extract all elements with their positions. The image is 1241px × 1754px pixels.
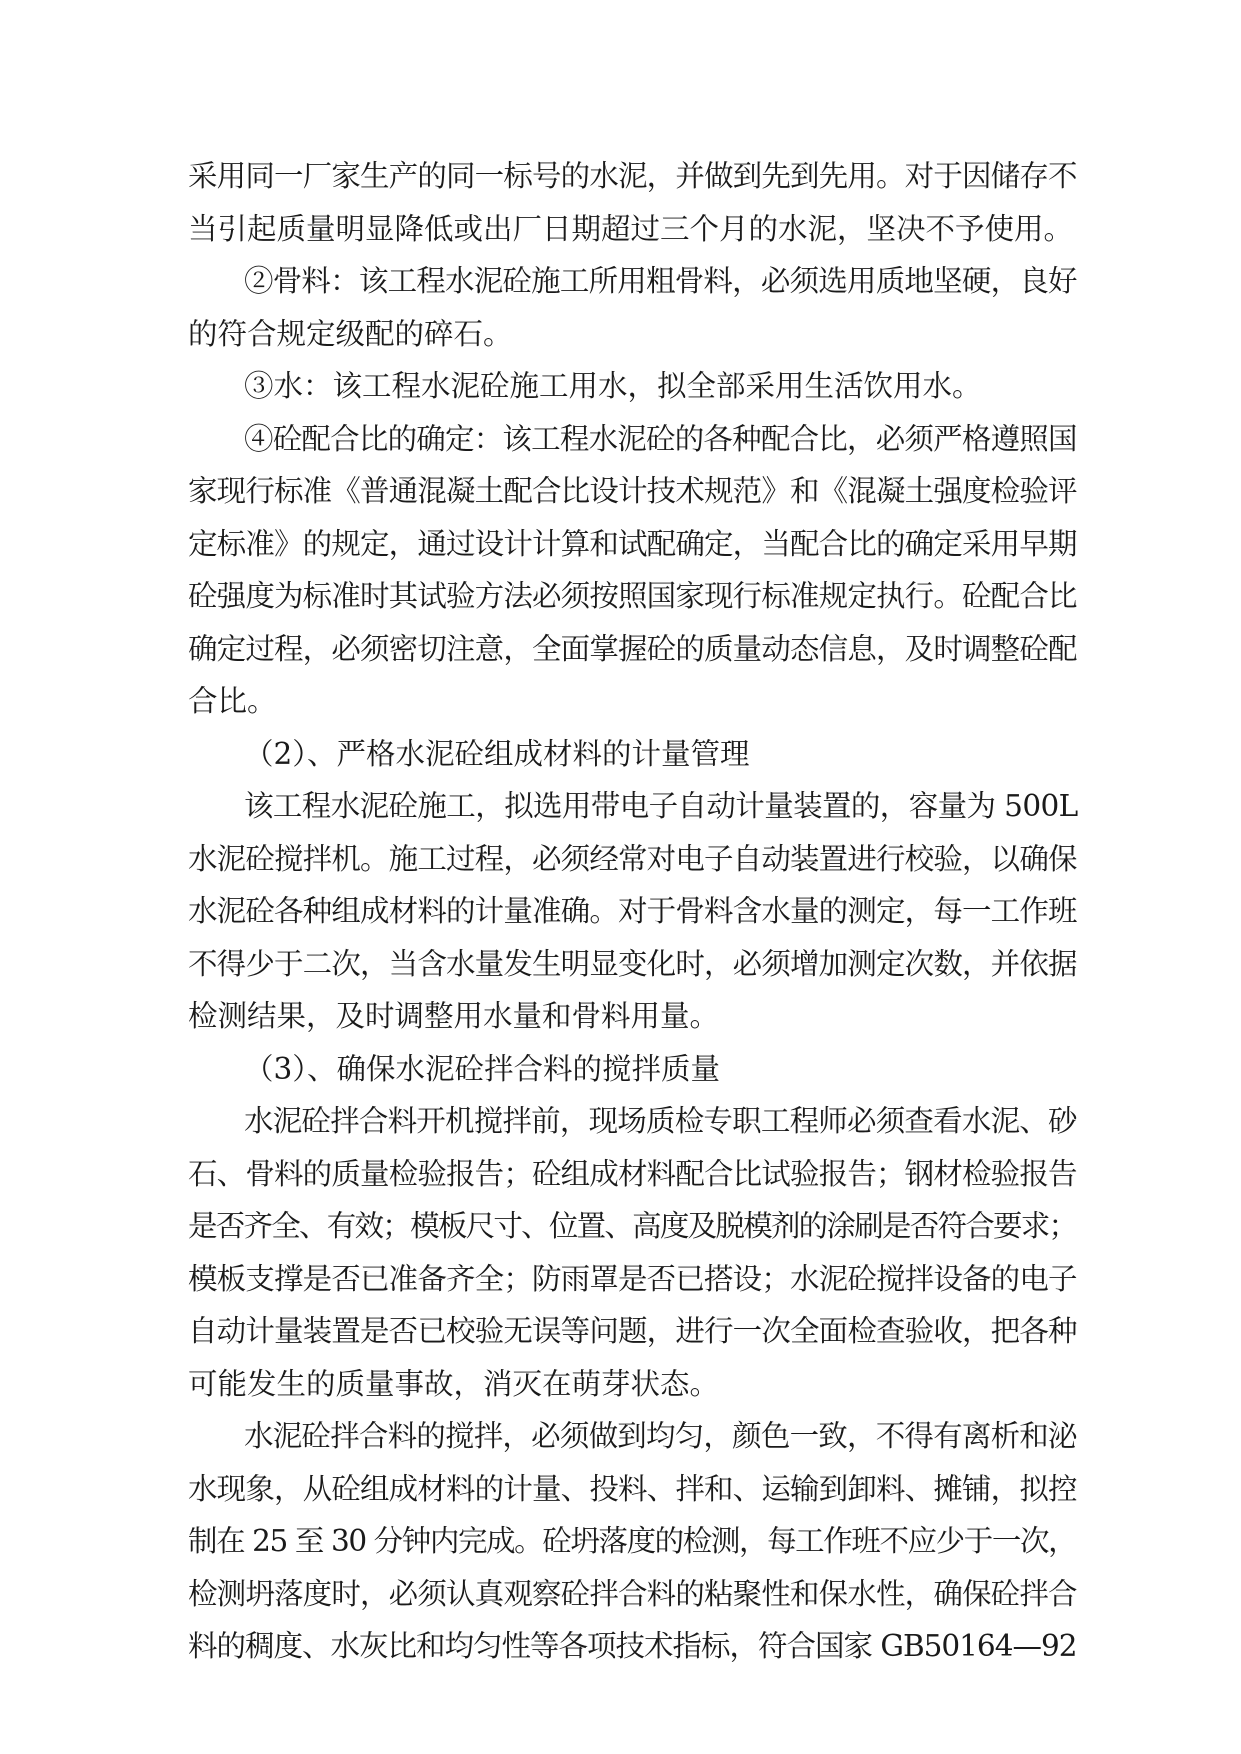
text-line: ③水：该工程水泥砼施工用水，拟全部采用生活饮用水。 [244, 369, 982, 403]
text-line: 水泥砼拌合料开机搅拌前，现场质检专职工程师必须查看水泥、砂 [244, 1104, 1077, 1138]
text-line: 家现行标准《普通混凝土配合比设计技术规范》和《混凝土强度检验评 [188, 474, 1077, 508]
text-line: （2）、严格水泥砼组成材料的计量管理 [244, 736, 750, 771]
text-line: 确定过程，必须密切注意，全面掌握砼的质量动态信息，及时调整砼配 [188, 631, 1077, 666]
text-line: ②骨料：该工程水泥砼施工所用粗骨料，必须选用质地坚硬，良好 [244, 264, 1077, 298]
body-text [188, 150, 1078, 1673]
text-line: 自动计量装置是否已校验无误等问题，进行一次全面检查验收，把各种 [188, 1314, 1077, 1348]
text-line: 石、骨料的质量检验报告；砼组成材料配合比试验报告；钢材检验报告 [188, 1156, 1077, 1191]
text-line: 该工程水泥砼施工，拟选用带电子自动计量装置的，容量为 500L [244, 789, 1078, 823]
text-line: 检测结果，及时调整用水量和骨料用量。 [188, 999, 720, 1033]
text-line: 不得少于二次，当含水量发生明显变化时，必须增加测定次数，并依据 [188, 946, 1077, 981]
text-line: 的符合规定级配的碎石。 [188, 316, 513, 351]
text-line: 是否齐全、有效；模板尺寸、位置、高度及脱模剂的涂刷是否符合要求； [188, 1209, 1077, 1243]
text-line: 模板支撑是否已准备齐全；防雨罩是否已搭设；水泥砼搅拌设备的电子 [188, 1261, 1077, 1296]
text-line: 定标准》的规定，通过设计计算和试配确定，当配合比的确定采用早期 [188, 526, 1077, 561]
text-line: 料的稠度、水灰比和均匀性等各项技术指标，符合国家 GB50164—92 [188, 1629, 1077, 1663]
text-line: （3）、确保水泥砼拌合料的搅拌质量 [244, 1051, 721, 1086]
text-line: 制在 25 至 30 分钟内完成。砼坍落度的检测，每工作班不应少于一次， [188, 1524, 1077, 1558]
text-line: 可能发生的质量事故，消灭在萌芽状态。 [188, 1366, 720, 1401]
text-line: 砼强度为标准时其试验方法必须按照国家现行标准规定执行。砼配合比 [188, 579, 1077, 613]
text-line: 水泥砼各种组成材料的计量准确。对于骨料含水量的测定，每一工作班 [188, 894, 1077, 928]
text-line: 水现象，从砼组成材料的计量、投料、拌和、运输到卸料、摊铺，拟控 [188, 1471, 1077, 1506]
text-line: ④砼配合比的确定：该工程水泥砼的各种配合比，必须严格遵照国 [244, 421, 1077, 456]
text-line: 检测坍落度时，必须认真观察砼拌合料的粘聚性和保水性，确保砼拌合 [188, 1576, 1077, 1611]
text-line: 合比。 [188, 684, 277, 718]
text-line: 水泥砼搅拌机。施工过程，必须经常对电子自动装置进行校验，以确保 [188, 841, 1077, 876]
text-line: 当引起质量明显降低或出厂日期超过三个月的水泥，坚决不予使用。 [188, 211, 1074, 246]
text-line: 采用同一厂家生产的同一标号的水泥，并做到先到先用。对于因储存不 [188, 159, 1077, 193]
text-line: 水泥砼拌合料的搅拌，必须做到均匀，颜色一致，不得有离析和泌 [244, 1419, 1077, 1453]
